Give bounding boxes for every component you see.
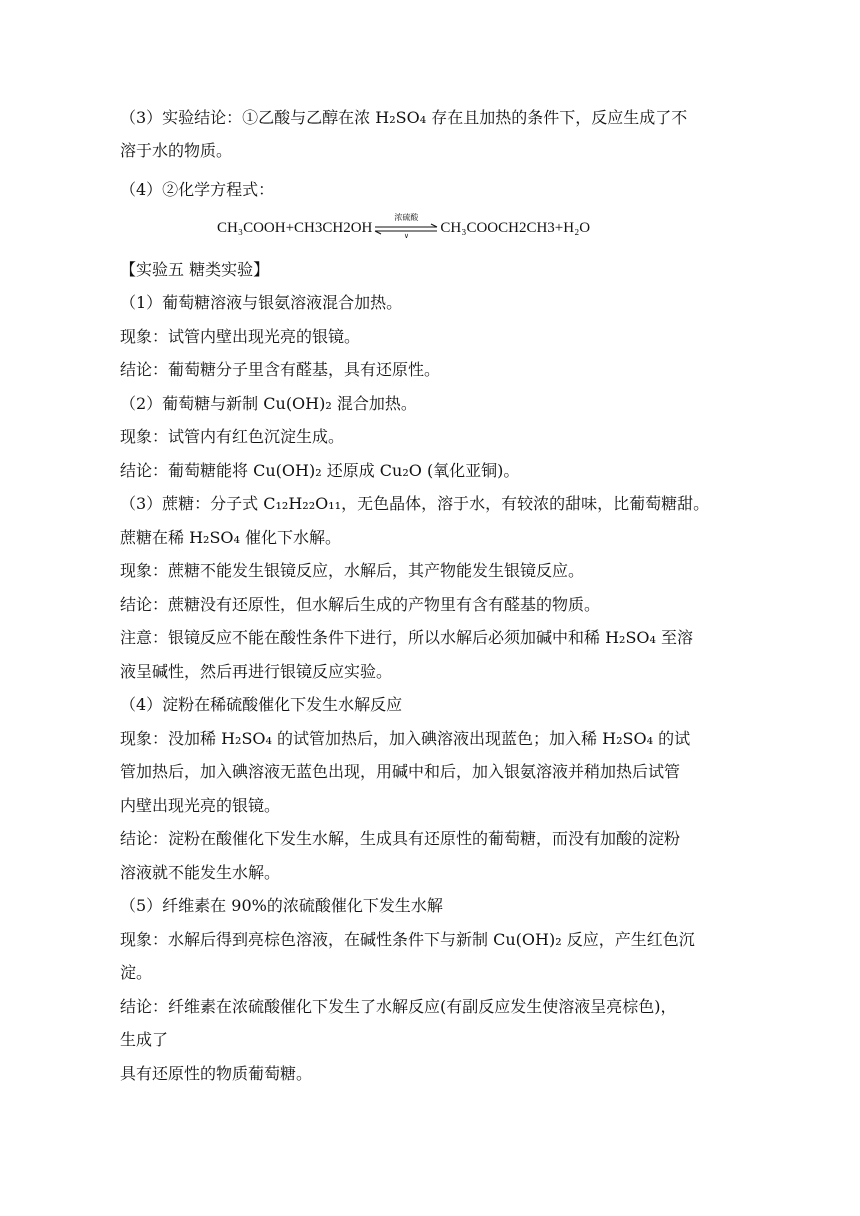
paragraph-note: 注意：银镜反应不能在酸性条件下进行，所以水解后必须加碱中和稀 H₂SO₄ 至溶 (120, 628, 694, 647)
paragraph-conclusion-5-cont: 生成了 (120, 1030, 169, 1049)
paragraph-phenomenon-4-cont: 管加热后，加入碘溶液无蓝色出现，用碱中和后，加入银氨溶液并稍加热后试管 (120, 762, 681, 781)
paragraph-conclusion-4: 结论：淀粉在酸催化下发生水解，生成具有还原性的葡萄糖，而没有加酸的淀粉 (120, 829, 681, 848)
paragraph-conclusion-4-cont: 溶液就不能发生水解。 (120, 863, 281, 882)
paragraph-phenomenon-1: 现象：试管内壁出现光亮的银镜。 (120, 327, 361, 346)
paragraph-phenomenon-5-cont: 淀。 (120, 963, 153, 982)
equation-reactants: CH₃COOH+CH3CH2OH (217, 220, 373, 236)
paragraph-cellulose: （5）纤维素在 90%的浓硫酸催化下发生水解 (120, 896, 443, 915)
paragraph-glucose-copper: （2）葡萄糖与新制 Cu(OH)₂ 混合加热。 (120, 394, 417, 413)
paragraph-phenomenon-3: 现象：蔗糖不能发生银镜反应，水解后，其产物能发生银镜反应。 (120, 561, 585, 580)
paragraph-conclusion-1: 结论：葡萄糖分子里含有醛基，具有还原性。 (120, 360, 441, 379)
paragraph-sucrose-hydrolysis: 蔗糖在稀 H₂SO₄ 催化下水解。 (120, 528, 342, 547)
paragraph-starch: （4）淀粉在稀硫酸催化下发生水解反应 (120, 695, 403, 714)
paragraph-conclusion-3b: 结论：蔗糖没有还原性，但水解后生成的产物里有含有醛基的物质。 (120, 595, 601, 614)
paragraph-equation-heading: （4）②化学方程式： (120, 180, 275, 199)
paragraph-phenomenon-2: 现象：试管内有红色沉淀生成。 (120, 427, 345, 446)
paragraph-conclusion-5-end: 具有还原性的物质葡萄糖。 (120, 1064, 313, 1083)
section-heading-experiment-5: 【实验五 糖类实验】 (120, 260, 270, 279)
paragraph-note-cont: 液呈碱性，然后再进行银镜反应实验。 (120, 662, 393, 681)
paragraph-conclusion-3-cont: 溶于水的物质。 (120, 141, 233, 160)
paragraph-conclusion-3: （3）实验结论：①乙酸与乙醇在浓 H₂SO₄ 存在且加热的条件下，反应生成了不 (120, 108, 688, 127)
reversible-arrow (373, 214, 439, 242)
paragraph-phenomenon-5: 现象：水解后得到亮棕色溶液，在碱性条件下与新制 Cu(OH)₂ 反应，产生红色沉 (120, 930, 695, 949)
paragraph-conclusion-2: 结论：葡萄糖能将 Cu(OH)₂ 还原成 Cu₂O (氧化亚铜)。 (120, 461, 520, 480)
paragraph-phenomenon-4-end: 内壁出现光亮的银镜。 (120, 796, 281, 815)
chemical-equation (217, 212, 590, 244)
equation-products: CH₃COOCH2CH3+H₂O (440, 220, 591, 236)
paragraph-conclusion-5: 结论：纤维素在浓硫酸催化下发生了水解反应(有副反应发生使溶液呈亮棕色)， (120, 997, 677, 1016)
paragraph-glucose-silver: （1）葡萄糖溶液与银氨溶液混合加热。 (120, 293, 403, 312)
arrow-catalyst-label: 浓硫酸 (394, 213, 419, 222)
paragraph-sucrose: （3）蔗糖：分子式 C₁₂H₂₂O₁₁，无色晶体，溶于水，有较浓的甜味，比葡萄糖甜。 (120, 494, 710, 513)
paragraph-phenomenon-4: 现象：没加稀 H₂SO₄ 的试管加热后，加入碘溶液出现蓝色；加入稀 H₂SO₄ 的试 (120, 729, 691, 748)
arrow-heat-mark: ∨ (403, 232, 409, 240)
